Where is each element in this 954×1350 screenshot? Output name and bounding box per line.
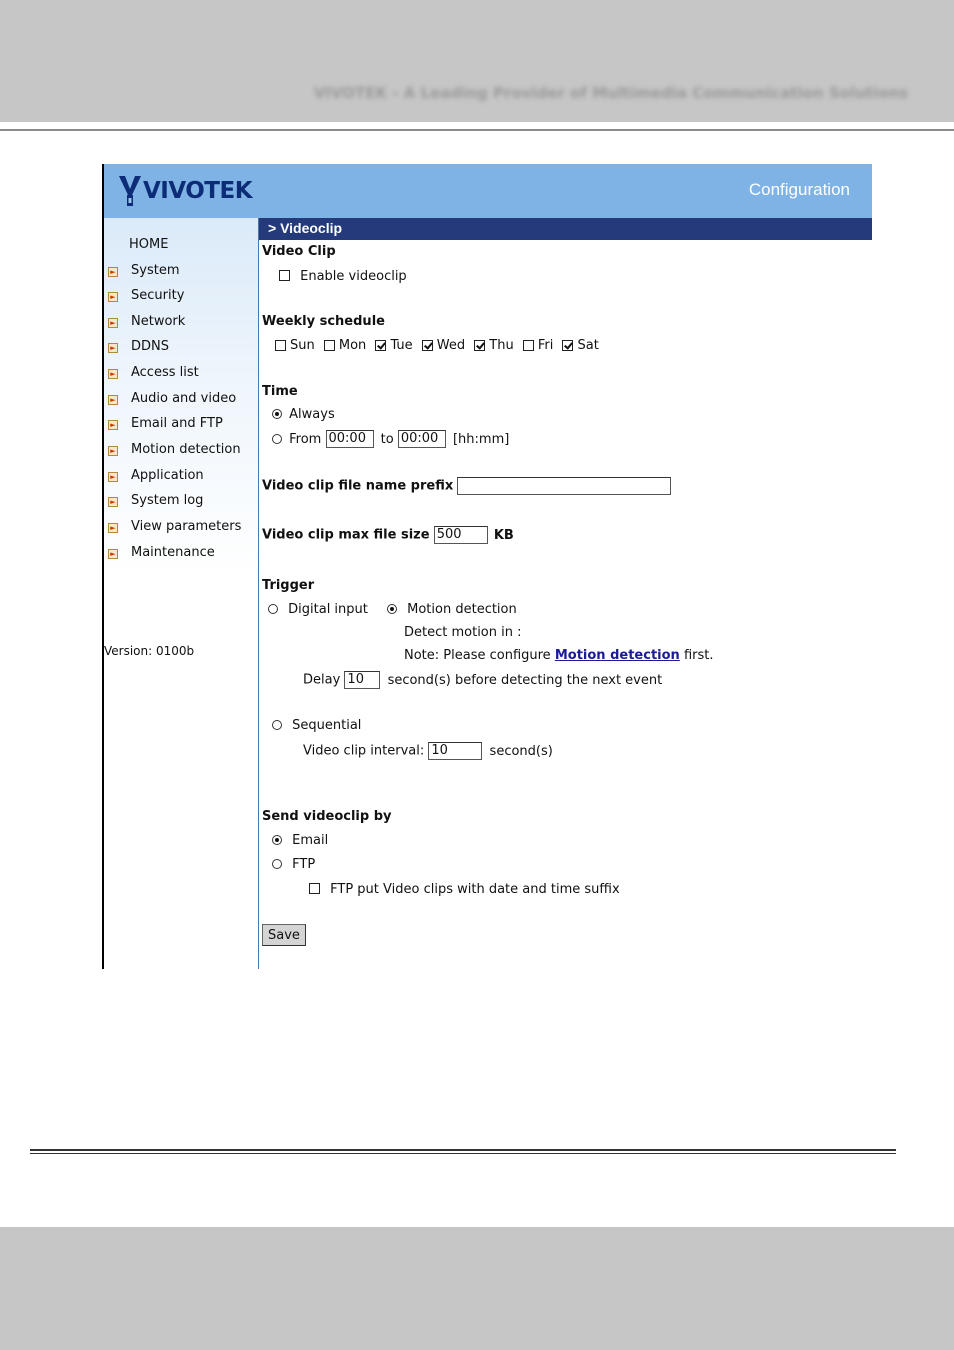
note-prefix: Note: Please configure xyxy=(404,648,551,663)
sidebar-item-label: Motion detection xyxy=(131,441,241,457)
max-size-label: Video clip max file size xyxy=(262,527,430,543)
weekly-schedule-days xyxy=(275,338,604,355)
sidebar-item-audio-and-video[interactable] xyxy=(104,388,236,408)
day-label: Thu xyxy=(489,338,514,353)
time-heading: Time xyxy=(262,384,298,399)
send-heading: Send videoclip by xyxy=(262,809,392,824)
day-tue[interactable] xyxy=(375,338,412,353)
section-header xyxy=(259,218,872,240)
save-button-wrapper xyxy=(262,924,306,946)
time-always-radio[interactable] xyxy=(272,409,282,419)
motion-note xyxy=(404,648,713,663)
send-ftp-row xyxy=(272,857,315,872)
interval-input[interactable]: 10 xyxy=(428,742,482,760)
arrow-right-icon: ► xyxy=(108,523,118,533)
enable-videoclip-row xyxy=(279,269,407,284)
time-to-input[interactable]: 00:00 xyxy=(398,430,446,448)
arrow-right-icon: ► xyxy=(108,267,118,277)
sidebar xyxy=(104,218,258,969)
delay-input[interactable]: 10 xyxy=(344,671,380,689)
day-label: Wed xyxy=(436,338,466,353)
sidebar-item-label: View parameters xyxy=(131,518,242,534)
logo-text: VIVOTEK xyxy=(143,178,253,204)
version-label: Version: 0100b xyxy=(104,644,195,658)
time-from-label: From xyxy=(289,431,322,447)
day-sat[interactable] xyxy=(562,338,598,353)
day-label: Sun xyxy=(290,338,315,353)
day-checkbox[interactable] xyxy=(324,340,335,351)
trigger-sequential-radio[interactable] xyxy=(272,720,282,730)
videoclip-form xyxy=(259,240,872,969)
arrow-right-icon: ► xyxy=(108,472,118,482)
sidebar-item-view-parameters[interactable] xyxy=(104,516,241,536)
sidebar-item-label: HOME xyxy=(129,236,169,252)
trigger-motion-detection-label: Motion detection xyxy=(407,602,517,617)
arrow-right-icon: ► xyxy=(108,497,118,507)
day-checkbox[interactable] xyxy=(275,340,286,351)
day-checkbox[interactable] xyxy=(562,340,573,351)
delay-row xyxy=(303,671,662,689)
arrow-right-icon: ► xyxy=(108,395,118,405)
trigger-digital-input-radio[interactable] xyxy=(268,604,278,614)
sidebar-item-application[interactable] xyxy=(104,465,204,485)
video-clip-heading: Video Clip xyxy=(262,244,336,259)
save-button[interactable]: Save xyxy=(262,924,306,946)
note-suffix: first. xyxy=(683,648,714,663)
weekly-schedule-heading: Weekly schedule xyxy=(262,314,385,329)
time-always-row xyxy=(272,407,335,422)
time-always-label: Always xyxy=(289,407,335,422)
sidebar-item-network[interactable] xyxy=(104,311,185,331)
vivotek-logo xyxy=(118,174,252,208)
footer-divider xyxy=(30,1149,896,1151)
page-footer xyxy=(0,1227,954,1350)
send-email-radio[interactable] xyxy=(272,835,282,845)
send-ftp-label: FTP xyxy=(292,857,316,872)
trigger-motion-detection-radio[interactable] xyxy=(387,604,397,614)
ftp-suffix-label: FTP put Video clips with date and time suffix xyxy=(330,882,620,897)
sidebar-item-system[interactable] xyxy=(104,260,179,280)
prefix-label: Video clip file name prefix xyxy=(262,478,454,494)
arrow-right-icon: ► xyxy=(108,369,118,379)
header-tagline: VIVOTEK - A Leading Provider of Multimedia Communication Solutions xyxy=(313,84,908,102)
time-from-input[interactable]: 00:00 xyxy=(326,430,374,448)
sidebar-item-label: Application xyxy=(131,467,204,483)
day-checkbox[interactable] xyxy=(474,340,485,351)
max-size-row xyxy=(262,526,514,544)
day-label: Mon xyxy=(338,338,367,353)
trigger-sequential-label: Sequential xyxy=(292,718,362,733)
sidebar-item-motion-detection[interactable] xyxy=(104,439,241,459)
sidebar-item-label: System log xyxy=(131,492,204,508)
header-divider xyxy=(0,129,954,131)
interval-row xyxy=(303,742,553,760)
time-to-label: to xyxy=(380,431,394,447)
interval-unit: second(s) xyxy=(489,743,553,759)
sidebar-item-security[interactable] xyxy=(104,285,184,305)
day-fri[interactable] xyxy=(523,338,554,353)
sidebar-item-label: Audio and video xyxy=(131,390,237,406)
day-label: Fri xyxy=(537,338,554,353)
sidebar-item-maintenance[interactable] xyxy=(104,542,215,562)
ftp-suffix-checkbox[interactable] xyxy=(309,883,320,894)
sidebar-item-label: Maintenance xyxy=(131,544,215,560)
sidebar-item-email-and-ftp[interactable] xyxy=(104,413,223,433)
day-checkbox[interactable] xyxy=(422,340,433,351)
top-banner xyxy=(104,164,872,218)
max-size-unit: KB xyxy=(493,527,514,543)
sidebar-item-label: Email and FTP xyxy=(131,415,223,431)
send-ftp-radio[interactable] xyxy=(272,859,282,869)
sidebar-item-ddns[interactable] xyxy=(104,336,169,356)
sidebar-item-system-log[interactable] xyxy=(104,490,203,510)
sidebar-item-label: DDNS xyxy=(131,338,169,354)
arrow-right-icon: ► xyxy=(108,420,118,430)
trigger-sequential-row xyxy=(272,718,361,733)
page-title: Configuration xyxy=(748,180,850,199)
arrow-right-icon: ► xyxy=(108,446,118,456)
vivotek-emblem-icon xyxy=(118,175,142,207)
day-sun[interactable] xyxy=(275,338,315,353)
day-checkbox[interactable] xyxy=(375,340,386,351)
footer-divider-thin xyxy=(30,1153,896,1154)
sidebar-item-label: Access list xyxy=(131,364,199,380)
sidebar-item-label: Network xyxy=(131,313,186,329)
arrow-right-icon: ► xyxy=(108,292,118,302)
section-title: > Videoclip xyxy=(268,220,343,236)
configuration-window xyxy=(102,164,872,969)
trigger-digital-row xyxy=(268,602,368,617)
time-range-row xyxy=(272,430,509,448)
day-checkbox[interactable] xyxy=(523,340,534,351)
send-email-label: Email xyxy=(292,833,329,848)
detect-motion-in-label: Detect motion in : xyxy=(404,625,522,640)
day-label: Tue xyxy=(390,338,413,353)
time-unit-label: [hh:mm] xyxy=(452,431,510,447)
day-label: Sat xyxy=(577,338,599,353)
prefix-row xyxy=(262,477,671,495)
day-wed[interactable] xyxy=(422,338,465,353)
sidebar-item-label: System xyxy=(131,262,180,278)
max-size-input[interactable]: 500 xyxy=(434,526,488,544)
enable-videoclip-checkbox[interactable] xyxy=(279,270,290,281)
prefix-input[interactable] xyxy=(457,477,671,495)
sidebar-item-access-list[interactable] xyxy=(104,362,199,382)
arrow-right-icon: ► xyxy=(108,549,118,559)
trigger-motion-row xyxy=(387,602,517,617)
delay-suffix: second(s) before detecting the next event xyxy=(387,672,663,688)
motion-detection-link[interactable]: Motion detection xyxy=(554,648,680,663)
interval-label: Video clip interval: xyxy=(303,743,425,759)
enable-videoclip-label: Enable videoclip xyxy=(300,269,407,284)
sidebar-item-label: Security xyxy=(131,287,185,303)
day-mon[interactable] xyxy=(324,338,366,353)
page-header xyxy=(0,0,954,122)
arrow-right-icon: ► xyxy=(108,343,118,353)
delay-label: Delay xyxy=(303,672,341,688)
arrow-right-icon: ► xyxy=(108,318,118,328)
trigger-digital-input-label: Digital input xyxy=(288,602,368,617)
ftp-suffix-row xyxy=(309,882,620,897)
trigger-heading: Trigger xyxy=(262,578,315,593)
day-thu[interactable] xyxy=(474,338,513,353)
time-from-radio[interactable] xyxy=(272,434,282,444)
send-email-row xyxy=(272,833,328,848)
sidebar-item-home[interactable] xyxy=(104,234,168,254)
